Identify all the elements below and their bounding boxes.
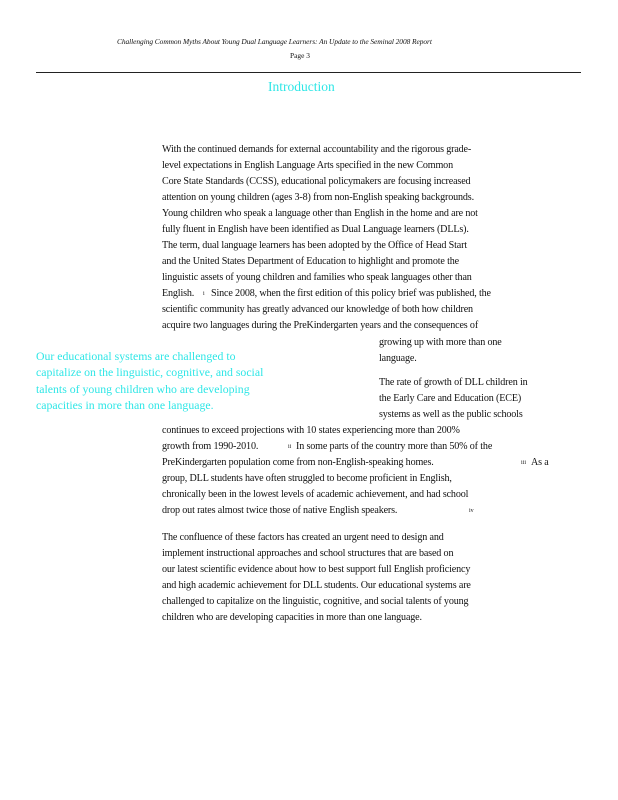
paragraph-line: systems as well as the public schools: [379, 409, 523, 420]
paragraph-line: drop out rates almost twice those of native English speakers.: [162, 505, 398, 516]
pull-quote-line: capitalize on the linguistic, cognitive, and social: [36, 365, 264, 380]
paragraph-line: children who are developing capacities in more than one language.: [162, 612, 422, 623]
footnote-marker: iv: [469, 508, 474, 514]
paragraph-line: PreKindergarten population come from non-English-speaking homes.: [162, 457, 434, 468]
paragraph-line: and high academic achievement for DLL students. Our educational systems are: [162, 580, 471, 591]
section-heading: Introduction: [268, 79, 335, 94]
paragraph-line: The term, dual language learners has been adopted by the Office of Head Start: [162, 240, 467, 251]
paragraph-line: our latest scientific evidence about how to best support full English proficiency: [162, 564, 471, 575]
paragraph-line: language.: [379, 353, 417, 364]
header-rule: [36, 72, 581, 73]
paragraph-line: Young children who speak a language other than English in the home and are not: [162, 208, 478, 219]
paragraph-line: With the continued demands for external accountability and the rigorous grade-: [162, 144, 472, 155]
paragraph-line: Since 2008, when the first edition of this policy brief was published, the: [211, 288, 491, 299]
pull-quote: [36, 348, 286, 413]
footnote-marker: ii: [288, 444, 292, 450]
paragraph-line: and the United States Department of Education to highlight and promote the: [162, 256, 459, 267]
paragraph-line: the Early Care and Education (ECE): [379, 393, 522, 404]
paragraph-line: growing up with more than one: [379, 337, 502, 348]
paragraph-line: The rate of growth of DLL children in: [379, 377, 528, 388]
page-number: Page 3: [290, 51, 310, 60]
paragraph-line: attention on young children (ages 3-8) from non-English speaking backgrounds.: [162, 192, 474, 203]
footnote-marker: i: [203, 291, 205, 297]
paragraph-line: continues to exceed projections with 10 states experiencing more than 200%: [162, 425, 460, 436]
paragraph-line: implement instructional approaches and school structures that are based on: [162, 548, 454, 559]
paragraph-line: fully fluent in English have been identified as Dual Language learners (DLLs).: [162, 224, 469, 235]
paragraph-line: The confluence of these factors has created an urgent need to design and: [162, 532, 444, 543]
running-header-title: Challenging Common Myths About Young Dual Language Learners: An Update to the Seminal 2008 Report: [117, 37, 432, 46]
paragraph-line: English.: [162, 288, 195, 299]
pull-quote-line: Our educational systems are challenged to: [36, 349, 236, 363]
paragraph-line: chronically been in the lowest levels of academic achievement, and had school: [162, 489, 469, 500]
paragraph-line: level expectations in English Language Arts specified in the new Common: [162, 160, 453, 171]
paragraph-line: acquire two languages during the PreKindergarten years and the consequences of: [162, 320, 479, 331]
paragraph-line: As a: [531, 457, 549, 468]
paragraph-line: group, DLL students have often struggled to become proficient in English,: [162, 473, 452, 484]
paragraph-line: linguistic assets of young children and families who speak languages other than: [162, 272, 472, 283]
paragraph-line: scientific community has greatly advanced our knowledge of both how children: [162, 304, 473, 315]
paragraph-line: Core State Standards (CCSS), educational policymakers are focusing increased: [162, 176, 471, 187]
pull-quote-line: talents of young children who are developing: [36, 381, 250, 396]
paragraph-line: growth from 1990-2010.: [162, 441, 259, 452]
paragraph-line: In some parts of the country more than 50% of the: [296, 441, 493, 452]
pull-quote-line: capacities in more than one language.: [36, 397, 214, 412]
footnote-marker: iii: [521, 460, 527, 466]
paragraph-line: challenged to capitalize on the linguistic, cognitive, and social talents of young: [162, 596, 469, 607]
